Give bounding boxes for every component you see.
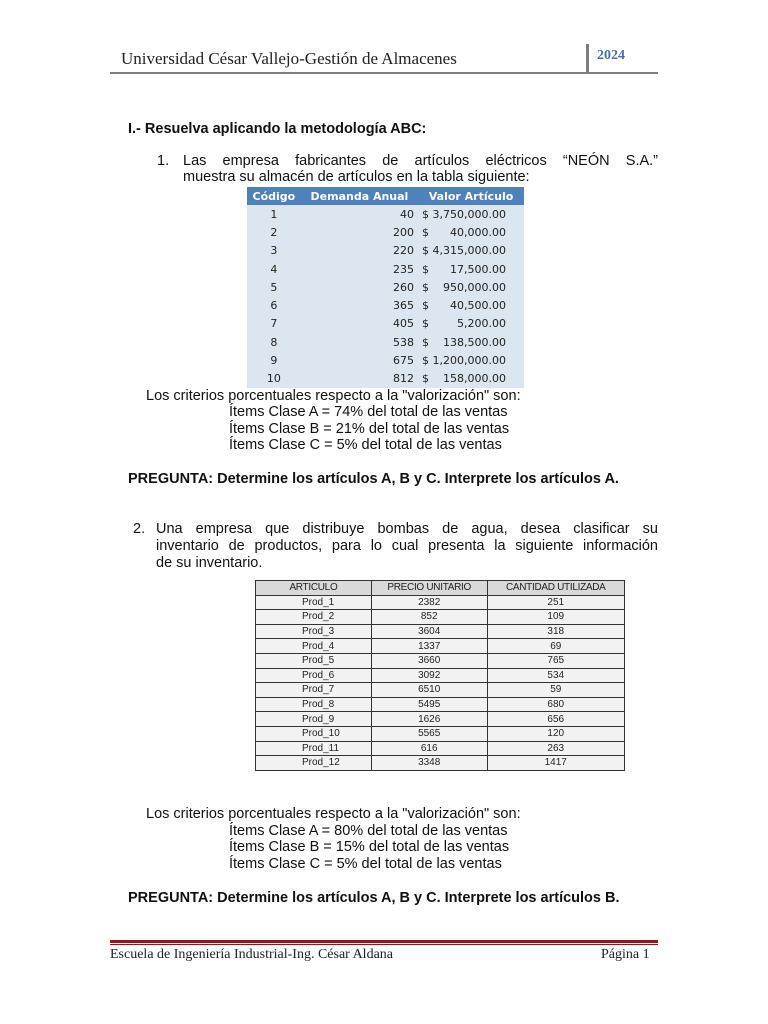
cell-cantidad: 59	[487, 683, 624, 698]
cell-precio: 6510	[371, 683, 487, 698]
cell-articulo: Prod_12	[256, 756, 372, 771]
cell-valor: $ 40,500.00	[418, 296, 524, 314]
footer-text: Escuela de Ingeniería Industrial-Ing. César Aldana	[110, 947, 394, 962]
cell-codigo: 5	[247, 278, 301, 296]
cell-codigo: 10	[247, 370, 301, 388]
problem1-criteria-c: Ítems Clase C = 5% del total de las ventas	[229, 437, 502, 453]
cell-codigo: 8	[247, 333, 301, 351]
cell-codigo: 7	[247, 315, 301, 333]
table-row	[256, 726, 625, 741]
table-row	[256, 653, 625, 668]
table-row	[247, 205, 524, 223]
cell-precio: 5495	[371, 697, 487, 712]
cell-precio: 2382	[371, 595, 487, 610]
cell-articulo: Prod_4	[256, 639, 372, 654]
cell-valor: $ 17,500.00	[418, 260, 524, 278]
cell-demanda: 675	[301, 351, 418, 369]
products-table-header	[256, 581, 625, 596]
cell-cantidad: 765	[487, 653, 624, 668]
cell-cantidad: 251	[487, 595, 624, 610]
col-cantidad-utilizada: CANTIDAD UTILIZADA	[487, 581, 624, 596]
cell-demanda: 220	[301, 242, 418, 260]
cell-articulo: Prod_8	[256, 697, 372, 712]
problem2-line3: de su inventario.	[156, 555, 263, 571]
cell-articulo: Prod_9	[256, 712, 372, 727]
cell-valor: $ 5,200.00	[418, 315, 524, 333]
problem2-criteria-a: Ítems Clase A = 80% del total de las ventas	[229, 823, 508, 839]
table-row	[256, 712, 625, 727]
table-row	[256, 668, 625, 683]
table-row	[247, 296, 524, 314]
cell-cantidad: 318	[487, 624, 624, 639]
articles-table	[247, 187, 524, 388]
problem2-criteria-intro: Los criterios porcentuales respecto a la "valorización" son:	[146, 806, 521, 822]
cell-cantidad: 680	[487, 697, 624, 712]
cell-articulo: Prod_6	[256, 668, 372, 683]
cell-articulo: Prod_5	[256, 653, 372, 668]
col-valor-articulo: Valor Artículo	[418, 187, 524, 205]
table-row	[247, 242, 524, 260]
page-number: Página 1	[601, 947, 650, 962]
cell-valor: $ 4,315,000.00	[418, 242, 524, 260]
problem2-question: PREGUNTA: Determine los artículos A, B y C. Interprete los artículos B.	[128, 890, 620, 906]
table-row	[256, 610, 625, 625]
cell-precio: 3092	[371, 668, 487, 683]
cell-precio: 1337	[371, 639, 487, 654]
cell-articulo: Prod_3	[256, 624, 372, 639]
cell-codigo: 3	[247, 242, 301, 260]
section-heading: I.- Resuelva aplicando la metodología ABC:	[128, 121, 427, 137]
problem1-criteria-intro: Los criterios porcentuales respecto a la "valorización" son:	[146, 388, 521, 404]
table-row	[247, 260, 524, 278]
cell-precio: 3604	[371, 624, 487, 639]
table-row	[247, 315, 524, 333]
problem2-line2: inventario de productos, para lo cual presenta la siguiente información	[156, 538, 658, 554]
cell-demanda: 235	[301, 260, 418, 278]
cell-precio: 852	[371, 610, 487, 625]
col-codigo: Código	[247, 187, 301, 205]
table-row	[256, 683, 625, 698]
problem2-criteria-c: Ítems Clase C = 5% del total de las ventas	[229, 856, 502, 872]
cell-valor: $ 138,500.00	[418, 333, 524, 351]
cell-codigo: 6	[247, 296, 301, 314]
table-row	[247, 223, 524, 241]
cell-cantidad: 69	[487, 639, 624, 654]
table-row	[256, 624, 625, 639]
cell-codigo: 4	[247, 260, 301, 278]
cell-demanda: 405	[301, 315, 418, 333]
col-precio-unitario: PRECIO UNITARIO	[371, 581, 487, 596]
col-demanda-anual: Demanda Anual	[301, 187, 418, 205]
table-row	[247, 278, 524, 296]
header-year: 2024	[597, 48, 625, 63]
header-divider	[586, 44, 589, 72]
footer-rule-thin	[110, 944, 658, 945]
cell-cantidad: 109	[487, 610, 624, 625]
cell-demanda: 365	[301, 296, 418, 314]
articles-table-header	[247, 187, 524, 205]
problem1-number: 1.	[157, 153, 170, 169]
problem1-line1: Las empresa fabricantes de artículos eléctricos “NEÓN S.A.”	[183, 153, 658, 169]
table-row	[256, 595, 625, 610]
table-row	[256, 741, 625, 756]
cell-demanda: 538	[301, 333, 418, 351]
problem2-number: 2.	[133, 521, 146, 537]
cell-articulo: Prod_10	[256, 726, 372, 741]
cell-articulo: Prod_7	[256, 683, 372, 698]
cell-valor: $ 158,000.00	[418, 370, 524, 388]
table-row	[256, 697, 625, 712]
cell-cantidad: 120	[487, 726, 624, 741]
header-rule	[110, 72, 658, 74]
cell-precio: 616	[371, 741, 487, 756]
cell-cantidad: 263	[487, 741, 624, 756]
cell-cantidad: 656	[487, 712, 624, 727]
table-row	[247, 333, 524, 351]
cell-demanda: 200	[301, 223, 418, 241]
cell-precio: 3348	[371, 756, 487, 771]
products-table	[255, 580, 625, 771]
cell-demanda: 260	[301, 278, 418, 296]
table-row	[256, 756, 625, 771]
table-row	[247, 351, 524, 369]
cell-valor: $ 40,000.00	[418, 223, 524, 241]
cell-codigo: 9	[247, 351, 301, 369]
cell-codigo: 2	[247, 223, 301, 241]
problem1-criteria-b: Ítems Clase B = 21% del total de las ventas	[229, 421, 510, 437]
page-header-title: Universidad César Vallejo-Gestión de Almacenes	[121, 49, 457, 68]
problem2-line1: Una empresa que distribuye bombas de agua, desea clasificar su	[156, 521, 658, 537]
cell-precio: 3660	[371, 653, 487, 668]
cell-articulo: Prod_1	[256, 595, 372, 610]
table-row	[247, 370, 524, 388]
cell-valor: $ 3,750,000.00	[418, 205, 524, 223]
cell-articulo: Prod_11	[256, 741, 372, 756]
footer-rule-thick	[110, 940, 658, 943]
cell-valor: $ 950,000.00	[418, 278, 524, 296]
cell-precio: 5565	[371, 726, 487, 741]
problem1-line2: muestra su almacén de artículos en la tabla siguiente:	[183, 169, 530, 185]
cell-precio: 1626	[371, 712, 487, 727]
problem2-criteria-b: Ítems Clase B = 15% del total de las ventas	[229, 839, 510, 855]
cell-cantidad: 534	[487, 668, 624, 683]
table-row	[256, 639, 625, 654]
cell-valor: $ 1,200,000.00	[418, 351, 524, 369]
col-articulo: ARTICULO	[256, 581, 372, 596]
problem1-question: PREGUNTA: Determine los artículos A, B y C. Interprete los artículos A.	[128, 471, 619, 487]
cell-demanda: 812	[301, 370, 418, 388]
cell-codigo: 1	[247, 205, 301, 223]
cell-demanda: 40	[301, 205, 418, 223]
cell-cantidad: 1417	[487, 756, 624, 771]
problem1-criteria-a: Ítems Clase A = 74% del total de las ventas	[229, 404, 508, 420]
cell-articulo: Prod_2	[256, 610, 372, 625]
